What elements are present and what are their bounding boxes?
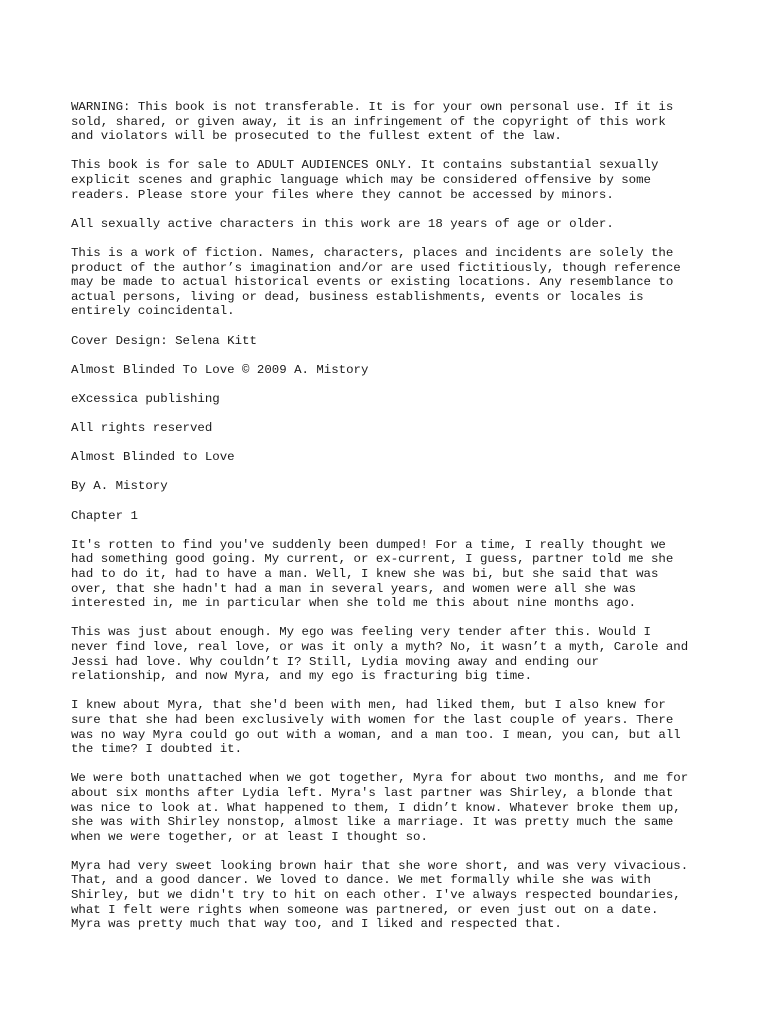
body-paragraph: I knew about Myra, that she'd been with men, had liked them, but I also knew for sure that she had been exclusively with women for the last couple of years. There was no way Myra could go out with a woman, and a man too. I mean, you can, but all the time? I doubted it.: [71, 698, 681, 757]
publisher-line: eXcessica publishing: [71, 391, 220, 406]
copyright-line: Almost Blinded To Love © 2009 A. Mistory: [71, 362, 369, 377]
body-paragraph: This was just about enough. My ego was feeling very tender after this. Would I never find love, real love, or was it only a myth? No, it wasn’t a myth, Carole and Jessi had love. Why couldn’t I? Still, Lydia moving away and ending our relationship, and now Myra, and my ego is fracturing big time.: [71, 625, 689, 684]
chapter-heading: Chapter 1: [71, 508, 138, 523]
author-byline: By A. Mistory: [71, 479, 168, 494]
fiction-disclaimer-paragraph: This is a work of fiction. Names, characters, places and incidents are solely the product of the author’s imagination and/or are used fictitiously, though reference may be made to actual historical events or existing locations. Any resemblance to actual persons, living or dead, business establishments, events or locales is entirely coincidental.: [71, 245, 681, 319]
document-page: [71, 100, 711, 946]
book-title: Almost Blinded to Love: [71, 450, 235, 465]
warning-paragraph: WARNING: This book is not transferable. It is for your own personal use. If it is sold, shared, or given away, it is an infringement of the copyright of this work and violators will be prosecuted to the fullest extent of the law.: [71, 100, 674, 144]
rights-line: All rights reserved: [71, 421, 213, 436]
body-paragraph: We were both unattached when we got together, Myra for about two months, and me for about six months after Lydia left. Myra's last partner was Shirley, a blonde that was nice to look at. What happened to them, I didn’t know. Whatever broke them up, she was with Shirley nonstop, almost like a marriage. It was pretty much the same when we were together, or at least I thought so.: [71, 771, 689, 844]
adult-notice-paragraph: This book is for sale to ADULT AUDIENCES ONLY. It contains substantial sexually explicit scenes and graphic language which may be considered offensive by some readers. Please store your files where they cannot be accessed by minors.: [71, 158, 659, 202]
body-paragraph: It's rotten to find you've suddenly been dumped! For a time, I really thought we had something good going. My current, or ex-current, I guess, partner told me she had to do it, had to have a man. Well, I knew she was bi, but she said that was over, that she hadn't had a man in several years, and women were all she was interested in, me in particular when she told me this about nine months ago.: [71, 537, 674, 611]
body-paragraph: Myra had very sweet looking brown hair that she wore short, and was very vivacious. That, and a good dancer. We loved to dance. We met formally while she was with Shirley, but we didn't try to hit on each other. I've always respected boundaries, what I felt were rights when someone was partnered, or even just out on a date. Myra was pretty much that way too, and I liked and respected that.: [71, 858, 689, 932]
age-notice-paragraph: All sexually active characters in this work are 18 years of age or older.: [71, 216, 614, 231]
cover-design-credit: Cover Design: Selena Kitt: [71, 333, 257, 348]
